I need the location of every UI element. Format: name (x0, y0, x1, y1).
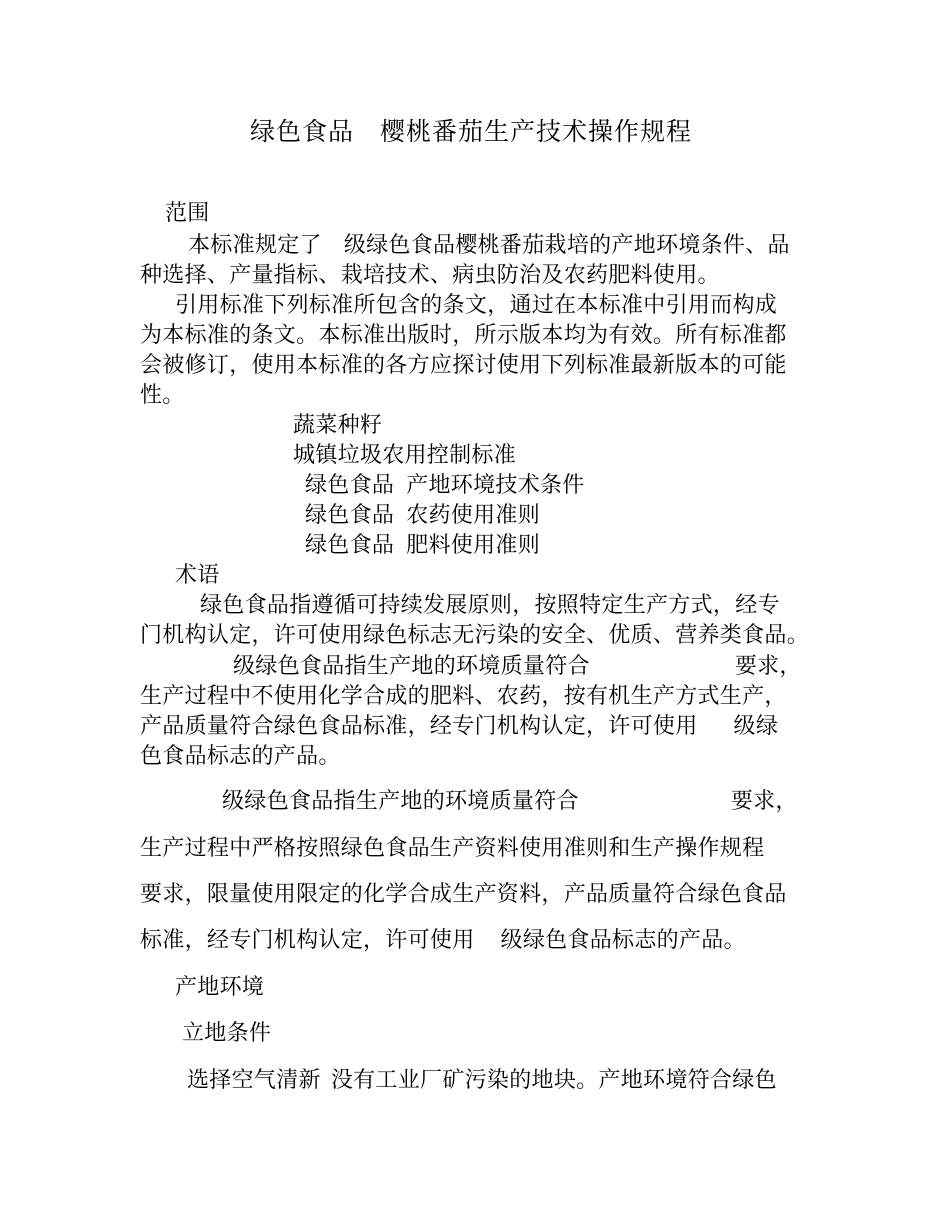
section-heading-environment: 产地环境 (175, 975, 265, 1000)
terms-definition-line: 生产过程中严格按照绿色食品生产资料使用准则和生产操作规程 (140, 836, 765, 861)
site-text-b: 没有工业厂矿污染的地块。产地环境符合绿色 (330, 1068, 777, 1093)
standard-item (305, 531, 540, 561)
terms-definition-line: 色食品标志的产品。 (140, 744, 341, 769)
standard-subtitle: 农药使用准则 (406, 503, 541, 528)
definition-text: 标准，经专门机构认定，许可使用 (140, 928, 475, 953)
scope-text-a: 本标准规定了 (188, 233, 322, 258)
definition-text: 级绿 (733, 714, 779, 739)
section-heading-scope: 范围 (165, 201, 210, 226)
scope-text-b: 级绿色食品樱桃番茄栽培的产地环境条件、品 (343, 233, 790, 258)
terms-definition-line (233, 652, 802, 682)
definition-text: 产品质量符合绿色食品标准，经专门机构认定，许可使用 (140, 714, 698, 739)
terms-definition-line: 绿色食品指遵循可持续发展原则，按照特定生产方式，经专 (200, 593, 780, 618)
definition-text: 级绿色食品标志的产品。 (500, 928, 746, 953)
terms-definition-line (140, 926, 746, 956)
standard-subtitle: 肥料使用准则 (406, 533, 541, 558)
standard-name: 绿色食品 (305, 503, 395, 528)
reference-paragraph-line: 性。 (140, 383, 185, 408)
standard-subtitle: 产地环境技术条件 (406, 473, 585, 498)
terms-definition-line: 生产过程中不使用化学合成的肥料、农药，按有机生产方式生产， (140, 684, 787, 709)
scope-paragraph-line (188, 231, 790, 261)
definition-text: 要求， (730, 789, 798, 814)
title-part-1: 绿色食品 (250, 117, 355, 146)
section-heading-terms: 术语 (175, 563, 220, 588)
subsection-heading-site: 立地条件 (182, 1021, 272, 1046)
standard-name: 城镇垃圾农用控制标准 (293, 443, 517, 468)
terms-definition-line (222, 787, 798, 817)
title-part-2: 樱桃番茄生产技术操作规程 (380, 117, 693, 146)
definition-text: 级绿色食品指生产地的环境质量符合 (233, 654, 590, 679)
standard-name: 绿色食品 (305, 473, 395, 498)
definition-text: 要求， (734, 654, 802, 679)
reference-paragraph-line: 会被修订，使用本标准的各方应探讨使用下列标准最新版本的可能 (140, 353, 787, 378)
standard-item (305, 471, 585, 501)
definition-text: 级绿色食品指生产地的环境质量符合 (222, 789, 579, 814)
terms-definition-line (140, 712, 778, 742)
site-paragraph-line (187, 1066, 777, 1096)
standard-name: 蔬菜种籽 (293, 413, 383, 438)
scope-paragraph-line: 种选择、产量指标、栽培技术、病虫防治及农药肥料使用。 (140, 263, 720, 288)
standard-item (293, 441, 516, 471)
document-title (250, 117, 692, 147)
site-text-a: 选择空气清新 (187, 1068, 321, 1093)
terms-definition-line: 要求，限量使用限定的化学合成生产资料，产品质量符合绿色食品 (140, 882, 787, 907)
standard-name: 绿色食品 (305, 533, 395, 558)
reference-paragraph-line: 引用标准下列标准所包含的条文，通过在本标准中引用而构成 (175, 293, 778, 318)
reference-paragraph-line: 为本标准的条文。本标准出版时，所示版本均为有效。所有标准都 (140, 323, 787, 348)
terms-definition-line: 门机构认定，许可使用绿色标志无污染的安全、优质、营养类食品。 (140, 623, 810, 648)
standard-item (293, 411, 382, 441)
standard-item (305, 501, 540, 531)
